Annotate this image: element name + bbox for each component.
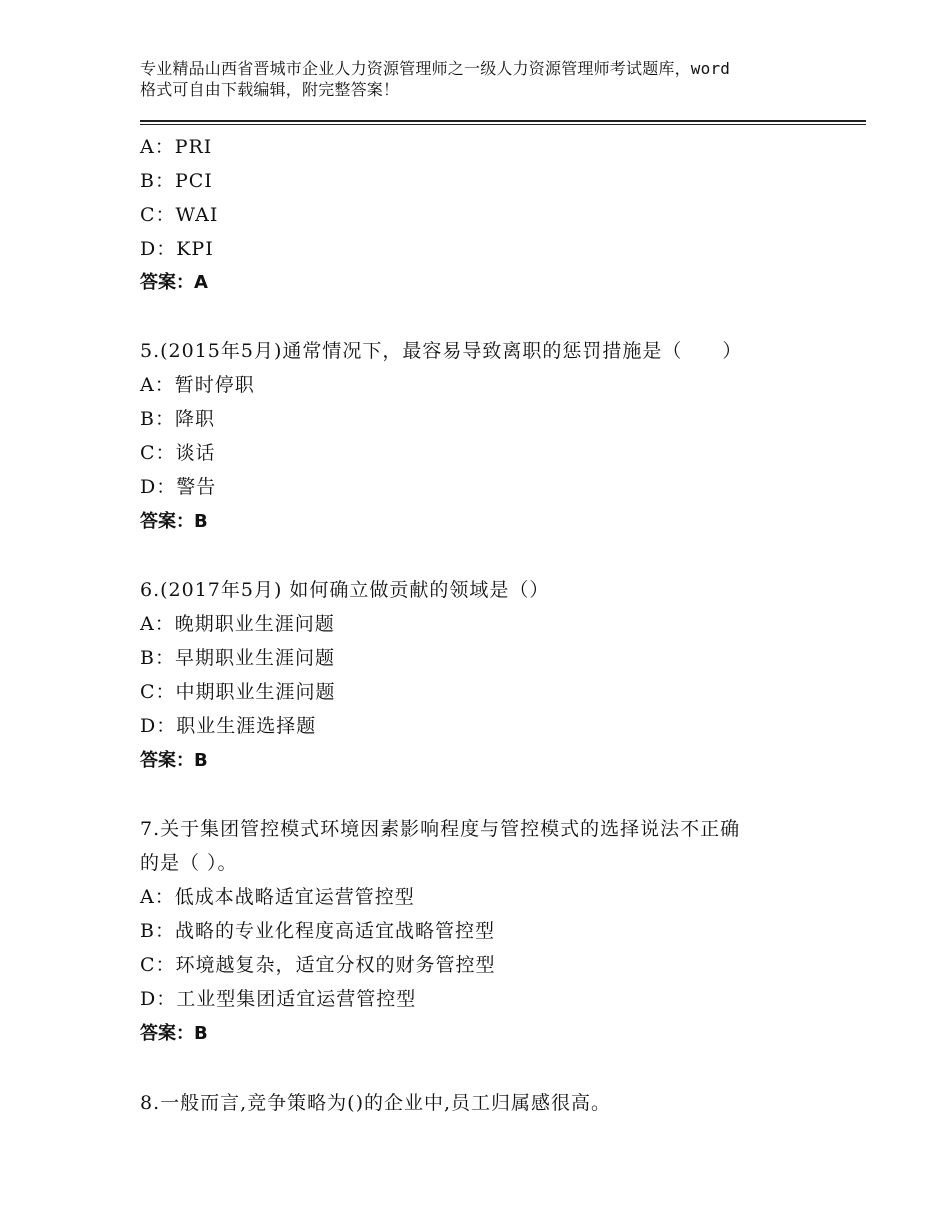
q7-option-a: A：低成本战略适宜运营管控型 xyxy=(140,886,415,908)
q5-option-d: D：警告 xyxy=(140,476,217,498)
q6-option-c: C：中期职业生涯问题 xyxy=(140,681,336,703)
q6-stem: 6.(2017年5月) 如何确立做贡献的领域是（） xyxy=(140,579,550,601)
q7-option-b: B：战略的专业化程度高适宜战略管控型 xyxy=(140,920,495,942)
q6-answer: 答案：B xyxy=(140,750,208,771)
q5-stem: 5.(2015年5月)通常情况下，最容易导致离职的惩罚措施是（ ） xyxy=(140,340,743,362)
q4-option-a: A：PRI xyxy=(140,136,213,158)
q7-answer: 答案：B xyxy=(140,1023,208,1044)
q5-option-b: B：降职 xyxy=(140,408,215,430)
q4-option-d: D：KPI xyxy=(140,238,214,260)
q7-option-c: C：环境越复杂，适宜分权的财务管控型 xyxy=(140,954,496,976)
q8-stem: 8.一般而言,竞争策略为()的企业中,员工归属感很高。 xyxy=(140,1092,612,1114)
q6-option-d: D：职业生涯选择题 xyxy=(140,715,317,737)
header-rule-thin xyxy=(140,124,866,125)
q7-option-d: D：工业型集团适宜运营管控型 xyxy=(140,988,417,1010)
q4-option-c: C：WAI xyxy=(140,204,219,226)
q5-answer: 答案：B xyxy=(140,511,208,532)
document-header xyxy=(140,58,830,100)
header-line-1: 专业精品山西省晋城市企业人力资源管理师之一级人力资源管理师考试题库，word xyxy=(140,59,731,78)
q4-option-b: B：PCI xyxy=(140,170,213,192)
q4-answer: 答案：A xyxy=(140,272,208,293)
q6-option-a: A：晚期职业生涯问题 xyxy=(140,613,335,635)
q6-option-b: B：早期职业生涯问题 xyxy=(140,647,335,669)
header-rule-thick xyxy=(140,120,866,122)
q7-stem-line-1: 7.关于集团管控模式环境因素影响程度与管控模式的选择说法不正确 xyxy=(140,818,741,840)
q5-option-a: A：暂时停职 xyxy=(140,374,255,396)
q7-stem-line-2: 的是（ ）。 xyxy=(140,852,238,874)
header-line-2: 格式可自由下载编辑，附完整答案！ xyxy=(140,80,400,99)
q5-option-c: C：谈话 xyxy=(140,442,216,464)
